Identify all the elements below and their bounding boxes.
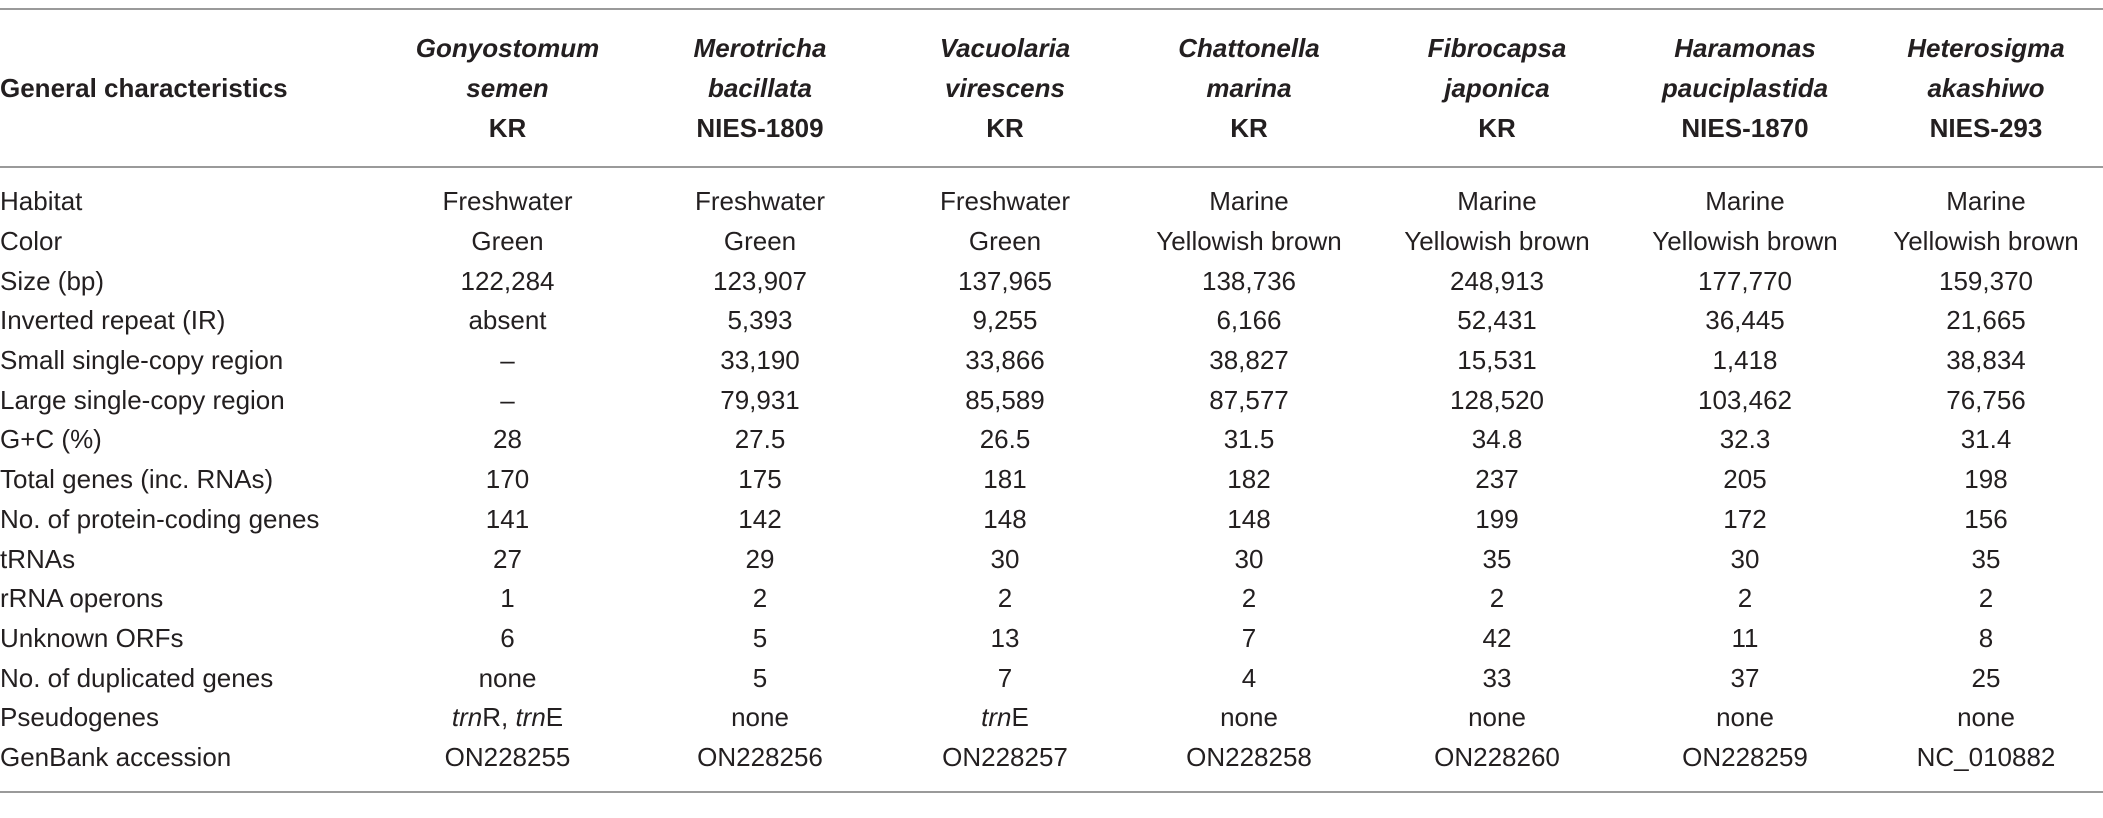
table-cell: none: [1220, 702, 1278, 733]
table-cell: 33: [1482, 662, 1512, 693]
species-name: pauciplastida: [1661, 73, 1829, 103]
table-cell: 237: [1475, 464, 1519, 495]
table-row-genbank-accession: [0, 738, 2103, 793]
table-cell: 52,431: [1457, 305, 1537, 336]
table-cell: 33,866: [965, 345, 1045, 376]
table-cell: 2: [1489, 583, 1505, 614]
gene-suffix: R,: [482, 702, 516, 733]
table-cell: 36,445: [1705, 305, 1785, 336]
species-name: Haramonas: [1674, 33, 1816, 63]
strain-name: KR: [488, 113, 527, 143]
table-cell: 79,931: [720, 384, 800, 415]
strain-name: KR: [1478, 113, 1516, 143]
row-label: Habitat: [0, 186, 83, 217]
table-cell: 2: [997, 583, 1013, 614]
species-name: virescens: [945, 73, 1065, 103]
table-cell: 15,531: [1457, 345, 1537, 376]
header-chattonella-marina: [1125, 9, 1373, 167]
table-cell: 11: [1731, 622, 1759, 653]
table-cell: Green: [968, 226, 1042, 257]
row-label: No. of protein-coding genes: [0, 503, 320, 534]
table-cell: none: [478, 662, 537, 693]
table-row-habitat: [0, 167, 2103, 222]
table-cell: 141: [485, 503, 530, 534]
strain-name: NIES-1809: [696, 113, 824, 143]
table-cell: 1,418: [1712, 345, 1778, 376]
table-cell: Yellowish brown: [1893, 226, 2079, 257]
table-cell: ON228260: [1373, 738, 1621, 793]
table-cell: ON228258: [1125, 738, 1373, 793]
table-cell: 199: [1475, 503, 1519, 534]
row-label: Total genes (inc. RNAs): [0, 464, 274, 495]
table-cell: 177,770: [1698, 265, 1792, 296]
table-cell: ON228256: [635, 738, 885, 793]
table-cell: 2: [1241, 583, 1257, 614]
table-cell: 35: [1971, 543, 2001, 574]
table-row-total-genes: [0, 460, 2103, 500]
table-cell: 29: [745, 543, 775, 574]
table-cell: 33,190: [720, 345, 800, 376]
characteristics-table: [0, 8, 2103, 793]
table-cell: none: [1957, 702, 2015, 733]
table-cell: –: [500, 384, 515, 415]
table-cell: 87,577: [1209, 384, 1289, 415]
table-cell: 205: [1723, 464, 1767, 495]
species-name: japonica: [1444, 73, 1550, 103]
table-cell: Yellowish brown: [1156, 226, 1342, 257]
table-cell: 1: [500, 583, 515, 614]
italic-gene-prefix: trn: [515, 702, 546, 733]
table-cell: 6: [500, 622, 515, 653]
table-cell: 35: [1482, 543, 1512, 574]
table-cell: ON228257: [885, 738, 1125, 793]
header-haramonas-pauciplastida: [1621, 9, 1869, 167]
table-cell: 76,756: [1946, 384, 2026, 415]
table-cell: Marine: [1705, 186, 1785, 217]
table-cell: 128,520: [1450, 384, 1544, 415]
table-cell: 26.5: [979, 424, 1031, 455]
header-fibrocapsa-japonica: [1373, 9, 1621, 167]
table-body: [0, 167, 2103, 792]
table-cell: 248,913: [1450, 265, 1544, 296]
table-row-small-single-copy: [0, 341, 2103, 381]
row-label: Pseudogenes: [0, 702, 160, 733]
table-cell: 122,284: [460, 265, 555, 296]
table-cell: 156: [1964, 503, 2008, 534]
row-label: GenBank accession: [0, 738, 380, 793]
gene-suffix: E: [1011, 702, 1029, 733]
table-cell: 27: [493, 543, 522, 574]
table-cell: 5,393: [727, 305, 793, 336]
table-cell: 2: [752, 583, 768, 614]
table-cell: 85,589: [965, 384, 1045, 415]
table-row-protein-coding-genes: [0, 500, 2103, 540]
table-cell: Marine: [1946, 186, 2026, 217]
table-cell: 138,736: [1202, 265, 1296, 296]
row-label: No. of duplicated genes: [0, 662, 274, 693]
species-name: semen: [466, 73, 549, 103]
table-cell: 30: [990, 543, 1020, 574]
table-header: [0, 9, 2103, 167]
italic-gene-prefix: trn: [981, 702, 1012, 733]
species-name: Fibrocapsa: [1427, 33, 1567, 63]
table-row-color: [0, 222, 2103, 262]
header-general-characteristics: General characteristics: [0, 9, 380, 167]
header-merotricha-bacillata: [635, 9, 885, 167]
table-cell: 123,907: [713, 265, 807, 296]
table-row-unknown-orfs: [0, 619, 2103, 659]
table-cell: 7: [1241, 622, 1257, 653]
table-cell: NC_010882: [1869, 738, 2103, 793]
row-label: Large single-copy region: [0, 384, 285, 415]
species-name: bacillata: [707, 73, 813, 103]
strain-name: NIES-1870: [1681, 113, 1809, 143]
row-label: Inverted repeat (IR): [0, 305, 226, 336]
table-cell: none: [1716, 702, 1774, 733]
table-cell: 182: [1227, 464, 1271, 495]
table-cell: 159,370: [1939, 265, 2033, 296]
table-cell: Green: [471, 226, 544, 257]
table-cell: 181: [983, 464, 1027, 495]
table-cell: 31.4: [1960, 424, 2012, 455]
table-cell: 5: [752, 622, 768, 653]
table-cell: 30: [1730, 543, 1760, 574]
table-cell-rich: [885, 698, 1125, 738]
table-cell: 170: [485, 464, 530, 495]
header-row: [0, 9, 2103, 167]
table-cell: Freshwater: [694, 186, 826, 217]
row-label: Small single-copy region: [0, 345, 284, 376]
table-cell: 27.5: [734, 424, 786, 455]
table-cell: 2: [1978, 583, 1994, 614]
table-cell: Freshwater: [442, 186, 573, 217]
table-row-size: [0, 261, 2103, 301]
table-cell: 175: [738, 464, 782, 495]
table-cell: 6,166: [1216, 305, 1282, 336]
table-cell: –: [500, 345, 515, 376]
table-cell: 42: [1482, 622, 1512, 653]
table-cell: Yellowish brown: [1404, 226, 1590, 257]
row-label: rRNA operons: [0, 583, 164, 614]
table-row-pseudogenes: [0, 698, 2103, 738]
table-cell: 137,965: [958, 265, 1052, 296]
species-name: Vacuolaria: [939, 33, 1071, 63]
table-cell: 148: [983, 503, 1027, 534]
table-cell: Marine: [1209, 186, 1289, 217]
table-cell: 34.8: [1471, 424, 1523, 455]
species-name: Chattonella: [1178, 33, 1320, 63]
table-row-rrna-operons: [0, 579, 2103, 619]
table-cell: 38,834: [1946, 345, 2026, 376]
table-row-gc-content: [0, 420, 2103, 460]
table-cell: Green: [723, 226, 797, 257]
table-cell: 8: [1978, 622, 1994, 653]
row-label: Size (bp): [0, 265, 105, 296]
table-cell: 142: [738, 503, 782, 534]
table-cell: 13: [990, 622, 1020, 653]
row-label: Unknown ORFs: [0, 622, 184, 653]
table-cell: ON228255: [380, 738, 635, 793]
table-cell: 25: [1971, 662, 2001, 693]
row-label: Color: [0, 226, 63, 257]
table-cell: 21,665: [1946, 305, 2026, 336]
row-label: G+C (%): [0, 424, 102, 455]
table-cell: 30: [1234, 543, 1264, 574]
table-cell: 7: [997, 662, 1013, 693]
table-cell: 4: [1241, 662, 1257, 693]
species-name: Heterosigma: [1907, 33, 2065, 63]
table-cell: 9,255: [972, 305, 1038, 336]
table-cell: Yellowish brown: [1652, 226, 1838, 257]
header-gonyostomum-semen: [380, 9, 635, 167]
table-cell: Freshwater: [939, 186, 1071, 217]
species-name: Merotricha: [693, 33, 827, 63]
table-row-trnas: [0, 539, 2103, 579]
gene-suffix: E: [545, 702, 564, 733]
species-name: marina: [1206, 73, 1292, 103]
table-cell: 103,462: [1698, 384, 1792, 415]
table-row-large-single-copy: [0, 380, 2103, 420]
table-cell: 37: [1730, 662, 1760, 693]
table-cell: 172: [1723, 503, 1767, 534]
table-cell: none: [1468, 702, 1526, 733]
species-name: Gonyostomum: [415, 33, 600, 63]
table-cell: 28: [493, 424, 522, 455]
table-cell: 38,827: [1209, 345, 1289, 376]
table-cell-rich: [380, 698, 635, 738]
table-cell: 32.3: [1719, 424, 1771, 455]
table-cell: none: [731, 702, 789, 733]
table-cell: 5: [752, 662, 768, 693]
table-row-inverted-repeat: [0, 301, 2103, 341]
strain-name: KR: [986, 113, 1024, 143]
header-heterosigma-akashiwo: [1869, 9, 2103, 167]
table-cell: ON228259: [1621, 738, 1869, 793]
species-name: akashiwo: [1927, 73, 2045, 103]
italic-gene-prefix: trn: [451, 702, 483, 733]
header-vacuolaria-virescens: [885, 9, 1125, 167]
strain-name: KR: [1230, 113, 1268, 143]
row-label: tRNAs: [0, 543, 76, 574]
table-row-duplicated-genes: [0, 658, 2103, 698]
table-cell: 198: [1964, 464, 2008, 495]
table-cell: absent: [468, 305, 547, 336]
strain-name: NIES-293: [1929, 113, 2043, 143]
table-cell: Marine: [1457, 186, 1537, 217]
table-cell: 2: [1737, 583, 1753, 614]
table-cell: 31.5: [1223, 424, 1275, 455]
table-cell: 148: [1227, 503, 1271, 534]
